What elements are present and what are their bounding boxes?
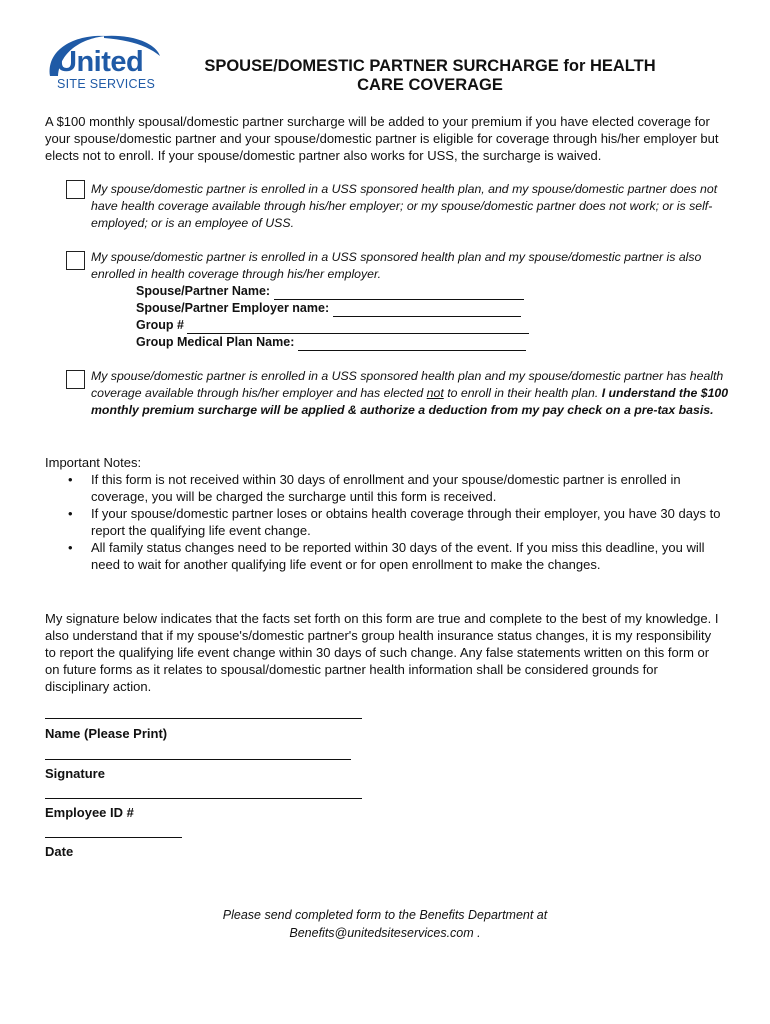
date-label: Date	[45, 844, 74, 859]
spouse-name-input[interactable]	[274, 286, 524, 300]
option3-checkbox[interactable]	[66, 370, 85, 389]
option2-checkbox[interactable]	[66, 251, 85, 270]
important-notes	[45, 454, 735, 573]
footer-line1: Please send completed form to the Benefits Department at	[222, 908, 548, 922]
option3-not: not	[426, 386, 444, 400]
form-title-line1: SPOUSE/DOMESTIC PARTNER SURCHARGE for HEALTH	[204, 57, 656, 75]
option1-checkbox[interactable]	[66, 180, 85, 199]
date-line[interactable]	[45, 837, 182, 838]
logo-tagline: SITE SERVICES	[57, 77, 156, 91]
form-title-line2: CARE COVERAGE	[357, 76, 503, 94]
option3-text	[91, 368, 731, 419]
note-item: • If your spouse/domestic partner loses or obtains health coverage through their employer, you have 30 days to report the qualifying life event change.	[91, 505, 735, 539]
employee-id-line[interactable]	[45, 798, 362, 799]
plan-name-field	[136, 334, 526, 351]
option3-authorization: I understand the $100 monthly premium surcharge will be applied & authorize a deduction from my pay check on a pre-tax basis.	[91, 386, 729, 417]
plan-name-input[interactable]	[298, 337, 526, 351]
group-number-field	[136, 317, 529, 334]
employer-name-input[interactable]	[333, 303, 521, 317]
signature-line[interactable]	[45, 759, 351, 760]
spouse-name-label: Spouse/Partner Name:	[136, 284, 271, 298]
plan-name-label: Group Medical Plan Name:	[136, 335, 295, 349]
certification-paragraph: My signature below indicates that the facts set forth on this form are true and complete to the best of my knowledge. I also understand that if my spouse's/domestic partner's group health insurance status changes, it is my responsibility to report the qualifying life event change within 30 days of such change. Any false statements written on this form or on future forms as it relates to spousal/domestic partner health information shall be considered grounds for disciplinary action.	[45, 611, 719, 694]
group-number-input[interactable]	[187, 320, 529, 334]
benefits-email-link[interactable]: Benefits@unitedsiteservices.com .	[289, 926, 481, 940]
spouse-name-field	[136, 283, 524, 300]
name-label: Name (Please Print)	[45, 726, 168, 741]
name-line[interactable]	[45, 718, 362, 719]
employer-name-field	[136, 300, 521, 317]
employer-name-label: Spouse/Partner Employer name:	[136, 301, 330, 315]
option2-text: My spouse/domestic partner is enrolled in a USS sponsored health plan and my spouse/domestic partner is also enrolled in health coverage through his/her employer.	[91, 250, 702, 281]
form-title	[190, 57, 670, 95]
intro-paragraph: A $100 monthly spousal/domestic partner surcharge will be added to your premium if you have elected coverage for your spouse/domestic partner and your spouse/domestic partner is eligible for coverage through his/her employer but elects not to enroll. If your spouse/domestic partner also works for USS, the surcharge is waived.	[45, 114, 719, 163]
note-item: • If this form is not received within 30 days of enrollment and your spouse/domestic partner is enrolled in coverage, you will be charged the surcharge until this form is received.	[91, 471, 735, 505]
submission-instructions	[0, 906, 770, 942]
united-site-services-logo	[44, 32, 170, 94]
logo-wordmark: United	[56, 46, 144, 78]
notes-heading: Important Notes:	[45, 455, 142, 470]
employee-id-label: Employee ID #	[45, 805, 134, 820]
option1-text: My spouse/domestic partner is enrolled in a USS sponsored health plan, and my spouse/domestic partner does not have health coverage available through his/her employer; or my spouse/domestic partner does not work; or is self-employed; or is an employee of USS.	[91, 182, 718, 230]
group-number-label: Group #	[136, 318, 184, 332]
signature-label: Signature	[45, 766, 105, 781]
option3-text-b: to enroll in their health plan.	[447, 386, 599, 400]
option3-text-a: My spouse/domestic partner is enrolled in a USS sponsored health plan and my spouse/domestic partner has health coverage available through his/her employer and has elected	[91, 369, 724, 400]
note-item: • All family status changes need to be reported within 30 days of the event. If you miss this deadline, you will need to wait for another qualifying life event or for open enrollment to make the changes.	[91, 539, 735, 573]
